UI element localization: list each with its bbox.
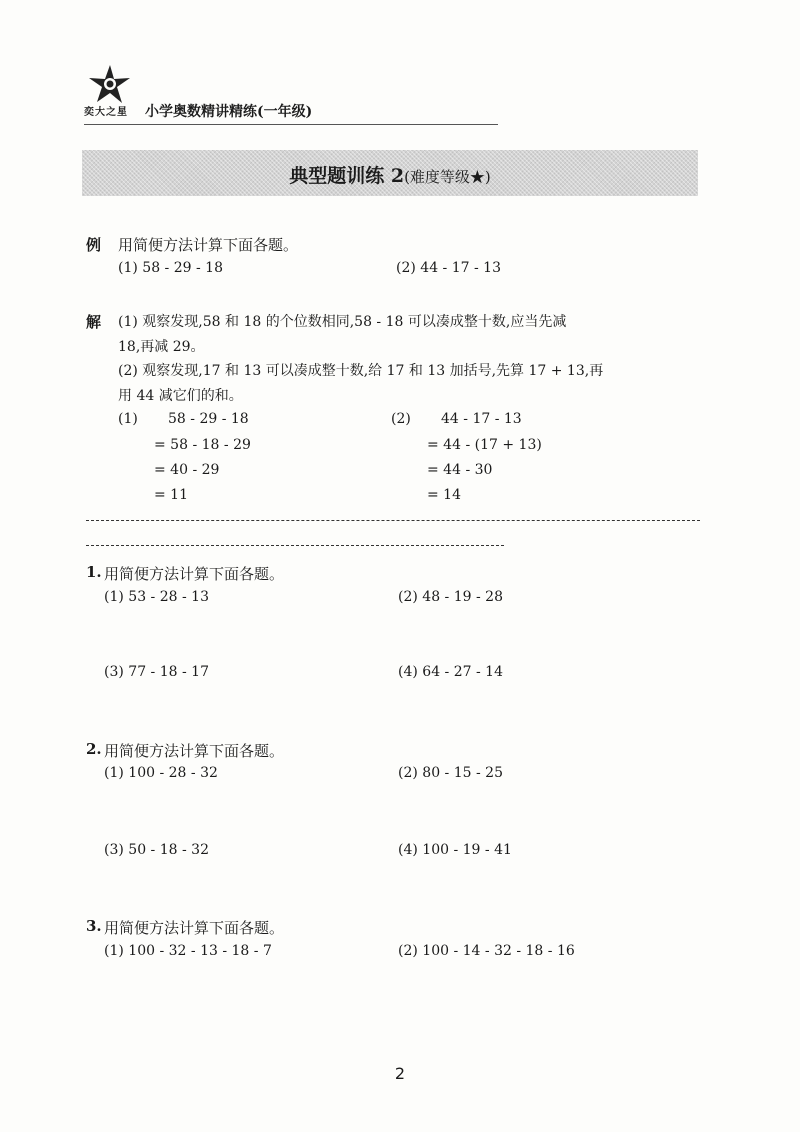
work-step: = 44 - (17 + 13) — [427, 437, 542, 453]
work-step: = 14 — [427, 487, 461, 503]
star-logo-icon — [84, 64, 134, 104]
header-rule — [84, 124, 498, 125]
exercise-item: (2) 48 - 19 - 28 — [398, 589, 503, 605]
exercise-item: (2) 80 - 15 - 25 — [398, 765, 503, 781]
solution-text-line: (1) 观察发现,58 和 18 的个位数相同,58 - 18 可以凑成整十数,应当先减 — [118, 314, 567, 330]
section-banner — [82, 150, 698, 196]
work-step: = 11 — [154, 487, 188, 503]
banner-heading — [82, 161, 698, 188]
dashed-divider — [86, 545, 504, 546]
example-question-2: (2) 44 - 17 - 13 — [396, 260, 501, 276]
work-step: 44 - 17 - 13 — [441, 411, 522, 427]
work-step: = 40 - 29 — [154, 462, 220, 478]
brand-name: 奕大之星 — [84, 107, 128, 118]
book-title: 小学奥数精讲精练(一年级) — [145, 104, 313, 120]
exercise-item: (3) 50 - 18 - 32 — [104, 842, 209, 858]
exercise-prompt: 用简便方法计算下面各题。 — [104, 742, 285, 760]
exercise-item: (1) 100 - 28 - 32 — [104, 765, 218, 781]
example-label: 例 — [86, 236, 102, 254]
work-step: 58 - 29 - 18 — [168, 411, 249, 427]
solution-text-line: 用 44 减它们的和。 — [118, 388, 243, 404]
work-label-2: (2) — [391, 411, 411, 427]
exercise-number: 1. — [86, 563, 102, 581]
example-prompt: 用简便方法计算下面各题。 — [118, 236, 299, 254]
exercise-item: (1) 53 - 28 - 13 — [104, 589, 209, 605]
work-step: = 58 - 18 - 29 — [154, 437, 251, 453]
exercise-item: (1) 100 - 32 - 13 - 18 - 7 — [104, 943, 272, 959]
dashed-divider — [86, 520, 700, 521]
banner-title: 典型题训练 2 — [289, 165, 405, 187]
exercise-item: (2) 100 - 14 - 32 - 18 - 16 — [398, 943, 575, 959]
exercise-number: 3. — [86, 917, 102, 935]
work-label-1: (1) — [118, 411, 138, 427]
solution-text-line: 18,再减 29。 — [118, 339, 205, 355]
exercise-item: (3) 77 - 18 - 17 — [104, 664, 209, 680]
banner-difficulty: (难度等级★) — [404, 168, 491, 186]
exercise-item: (4) 100 - 19 - 41 — [398, 842, 512, 858]
solution-text-line: (2) 观察发现,17 和 13 可以凑成整十数,给 17 和 13 加括号,先算 17 + 13,再 — [118, 363, 604, 379]
solution-label: 解 — [86, 313, 102, 331]
page-number: 2 — [394, 1064, 406, 1083]
work-step: = 44 - 30 — [427, 462, 493, 478]
exercise-prompt: 用简便方法计算下面各题。 — [104, 919, 285, 937]
exercise-item: (4) 64 - 27 - 14 — [398, 664, 503, 680]
exercise-number: 2. — [86, 740, 102, 758]
exercise-prompt: 用简便方法计算下面各题。 — [104, 565, 285, 583]
example-question-1: (1) 58 - 29 - 18 — [118, 260, 223, 276]
